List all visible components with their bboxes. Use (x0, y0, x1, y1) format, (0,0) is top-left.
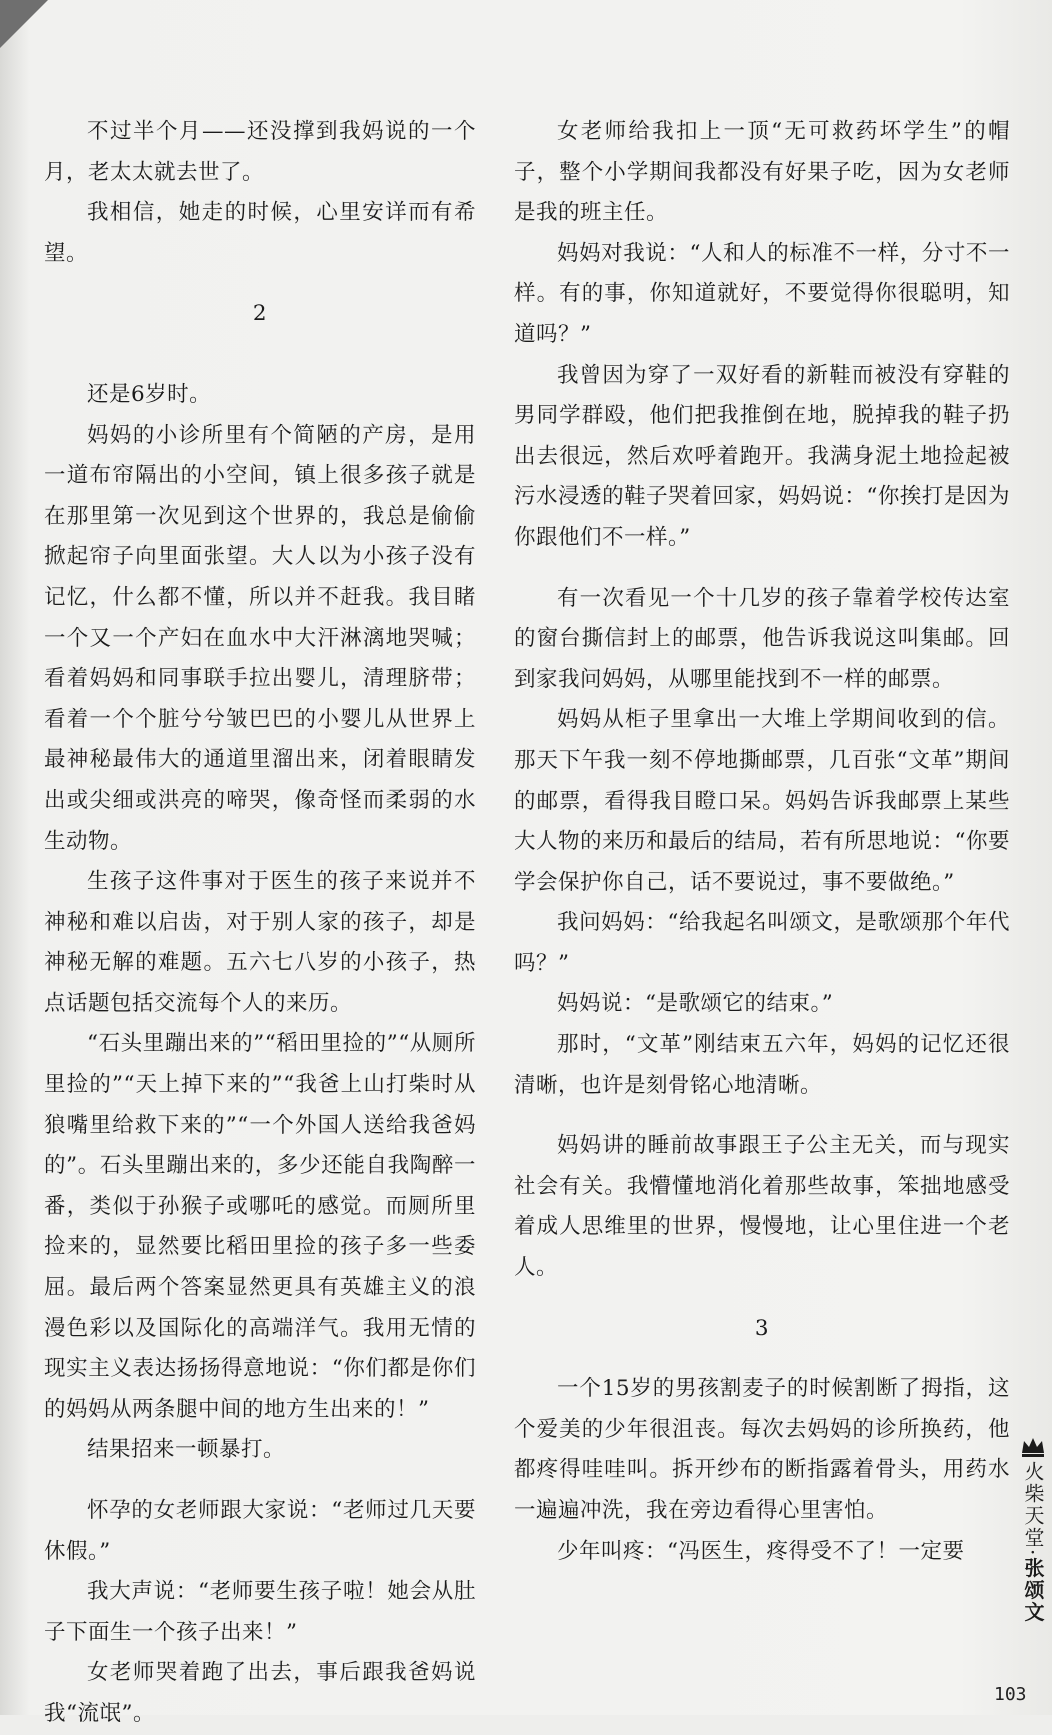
right-column (514, 112, 1010, 1572)
paragraph: 生孩子这件事对于医生的孩子来说并不神秘和难以启齿，对于别人家的孩子，却是神秘无解的难题。五六七八岁的小孩子，热点话题包括交流每个人的来历。 (44, 869, 476, 1016)
paragraph: 有一次看见一个十几岁的孩子靠着学校传达室的窗台撕信封上的邮票，他告诉我说这叫集邮。回到家我问妈妈，从哪里能找到不一样的邮票。 (514, 585, 1010, 692)
column-name: 火柴天堂 (1021, 1461, 1045, 1549)
page-number: 103 (994, 1684, 1027, 1705)
paragraph: 女老师给我扣上一顶“无可救药坏学生”的帽子，整个小学期间我都没有好果子吃，因为女老师是我的班主任。 (514, 119, 1010, 226)
paragraph: 妈妈的小诊所里有个简陋的产房，是用一道布帘隔出的小空间，镇上很多孩子就是在那里第一次见到这个世界的，我总是偷偷掀起帘子向里面张望。大人以为小孩子没有记忆，什么都不懂，所以并不赶我。我目睹一个又一个产妇在血水中大汗淋漓地哭喊；看着妈妈和同事联手拉出婴儿，清理脐带；看着一个个脏兮兮皱巴巴的小婴儿从世界上最神秘最伟大的通道里溜出来，闭着眼睛发出或尖细或洪亮的啼哭，像奇怪而柔弱的水生动物。 (44, 422, 476, 854)
paragraph: 不过半个月——还没撑到我妈说的一个月，老太太就去世了。 (44, 119, 476, 185)
section-number: 2 (252, 301, 268, 327)
paragraph: 还是6岁时。 (87, 381, 212, 407)
separator: · (1021, 1549, 1045, 1558)
paragraph: 妈妈从柜子里拿出一大堆上学期间收到的信。那天下午我一刻不停地撕邮票，几百张“文革”期间的邮票，看得我目瞪口呆。妈妈告诉我邮票上某些大人物的来历和最后的结局，若有所思地说：“你要学会保护你自己，话不要说过，事不要做绝。” (514, 707, 1010, 895)
paragraph: 我曾因为穿了一双好看的新鞋而被没有穿鞋的男同学群殴，他们把我推倒在地，脱掉我的鞋子扔出去很远，然后欢呼着跑开。我满身泥土地捡起被污水浸透的鞋子哭着回家，妈妈说：“你挨打是因为你跟他们不一样。” (514, 362, 1010, 550)
crown-icon (1020, 1435, 1046, 1457)
folded-corner (0, 0, 48, 48)
section-number: 3 (754, 1315, 770, 1341)
paragraph: 我相信，她走的时候，心里安详而有希望。 (44, 200, 476, 266)
paragraph: 结果招来一顿暴打。 (87, 1437, 286, 1463)
paragraph: 我大声说：“老师要生孩子啦！她会从肚子下面生一个孩子出来！” (44, 1579, 476, 1645)
paragraph: 我问妈妈：“给我起名叫颂文，是歌颂那个年代吗？” (514, 910, 1010, 976)
paragraph: 妈妈对我说：“人和人的标准不一样，分寸不一样。有的事，你知道就好，不要觉得你很聪明，知道吗？” (514, 240, 1010, 347)
paragraph: 女老师哭着跑了出去，事后跟我爸妈说我“流氓”。 (44, 1660, 476, 1726)
running-header (1016, 1435, 1050, 1623)
paragraph: 少年叫疼：“冯医生，疼得受不了！一定要 (557, 1538, 965, 1564)
paragraph: 妈妈讲的睡前故事跟王子公主无关，而与现实社会有关。我懵懂地消化着那些故事，笨拙地感受着成人思维里的世界，慢慢地，让心里住进一个老人。 (514, 1133, 1010, 1281)
paragraph: 妈妈说：“是歌颂它的结束。” (557, 991, 834, 1017)
column-title (1022, 1461, 1044, 1623)
paragraph: 怀孕的女老师跟大家说：“老师过几天要休假。” (44, 1498, 476, 1564)
author-name: 张颂文 (1021, 1557, 1045, 1624)
paragraph: “石头里蹦出来的”“稻田里捡的”“从厕所里捡的”“天上掉下来的”“我爸上山打柴时从狼嘴里给救下来的”“一个外国人送给我爸妈的”。石头里蹦出来的，多少还能自我陶醉一番，类似于孙猴子或哪吒的感觉。而厕所里捡来的，显然要比稻田里捡的孩子多一些委屈。最后两个答案显然更具有英雄主义的浪漫色彩以及国际化的高端洋气。我用无情的现实主义表达扬扬得意地说：“你们都是你们的妈妈从两条腿中间的地方生出来的！” (44, 1031, 476, 1422)
left-column (44, 112, 476, 1735)
paragraph: 一个15岁的男孩割麦子的时候割断了拇指，这个爱美的少年很沮丧。每次去妈妈的诊所换药，他都疼得哇哇叫。拆开纱布的断指露着骨头，用药水一遍遍冲洗，我在旁边看得心里害怕。 (514, 1376, 1010, 1523)
paragraph: 那时，“文革”刚结束五六年，妈妈的记忆还很清晰，也许是刻骨铭心地清晰。 (514, 1032, 1010, 1098)
